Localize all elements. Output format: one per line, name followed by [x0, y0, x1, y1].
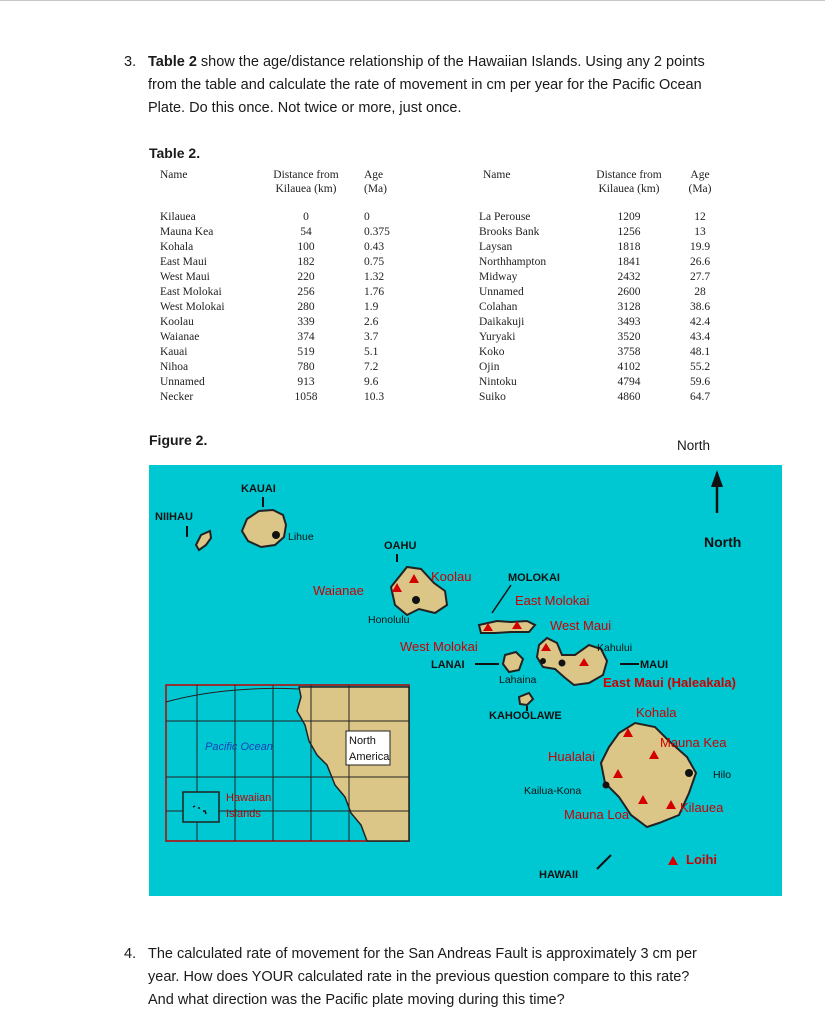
table-cell-distance: 913 [297, 376, 315, 388]
table-row [479, 360, 725, 375]
locator-inset-map [166, 685, 409, 841]
table-row [160, 240, 426, 255]
table-row [160, 360, 426, 375]
question-4-line-3: And what direction was the Pacific plate moving during this time? [148, 992, 565, 1008]
table-cell-name: Unnamed [160, 376, 205, 388]
molokai-label: MOLOKAI [508, 572, 560, 584]
mauna-loa-label: Mauna Loa [564, 807, 630, 822]
hualalai-label: Hualalai [548, 749, 595, 764]
question-3-line-1-bold: Table 2 [148, 54, 197, 70]
east-molokai-label: East Molokai [515, 593, 590, 608]
table-cell-distance: 182 [297, 256, 315, 268]
table-cell-name: Ojin [479, 361, 500, 373]
table-cell-name: Unnamed [479, 286, 524, 298]
waianae-label: Waianae [313, 583, 364, 598]
table-cell-name: East Maui [160, 256, 207, 268]
table-cell-name: La Perouse [479, 211, 531, 223]
north-caption: North [677, 438, 711, 453]
table-cell-distance: 4102 [617, 361, 641, 373]
kahului-dot [559, 660, 566, 667]
west-maui-label: West Maui [550, 618, 612, 633]
table-row [160, 270, 426, 285]
hawaii-map [149, 465, 782, 896]
lihue-label: Lihue [288, 531, 314, 543]
table-cell-distance: 1209 [617, 211, 641, 223]
north-america-label-line: North America [349, 735, 390, 763]
table-cell-age: 55.2 [689, 361, 711, 373]
table-row [479, 240, 725, 255]
table-cell-distance: 3128 [617, 301, 641, 313]
table-cell-name: Nintoku [479, 376, 517, 388]
hawaiian-islands-label: Hawaiian Islands [226, 792, 272, 820]
header-distance: Distance from Kilauea (km) [273, 169, 339, 195]
table-cell-age: 0.375 [364, 226, 390, 238]
table-cell-distance: 1058 [294, 391, 318, 403]
lanai-label: LANAI [431, 659, 465, 671]
table-header-row [479, 168, 725, 210]
table-cell-age: 0.75 [364, 256, 385, 268]
table-cell-distance: 374 [297, 331, 315, 343]
table-cell-age: 64.7 [689, 391, 711, 403]
kailua-kona-dot [603, 782, 610, 789]
hawaii-label: HAWAII [539, 869, 579, 881]
table-cell-age: 48.1 [689, 346, 711, 358]
lihue-dot [272, 531, 280, 539]
table-cell-age: 42.4 [689, 316, 711, 328]
table-cell-name: Necker [160, 391, 194, 403]
pacific-ocean-label: Pacific Ocean [205, 741, 273, 753]
question-3-line-1-rest: show the age/distance relationship of the Hawaiian Islands. Using any 2 points [196, 54, 705, 70]
kailua-kona-label: Kailua-Kona [524, 785, 582, 797]
page-top-border [0, 0, 825, 1]
table-cell-name: West Maui [160, 271, 210, 283]
question-4-line-1: The calculated rate of movement for the San Andreas Fault is approximately 3 cm per [148, 946, 697, 962]
table-cell-distance: 3520 [617, 331, 641, 343]
honolulu-dot [412, 596, 420, 604]
kohala-label: Kohala [636, 705, 677, 720]
kahului-label: Kahului [597, 642, 633, 654]
question-4-line-2: year. How does YOUR calculated rate in the previous question compare to this rate? [148, 969, 690, 985]
table-cell-distance: 339 [297, 316, 315, 328]
table-cell-name: East Molokai [160, 286, 222, 298]
kilauea-label: Kilauea [680, 800, 724, 815]
table-cell-name: Koolau [160, 316, 194, 328]
table-cell-distance: 780 [297, 361, 315, 373]
table-cell-name: Koko [479, 346, 505, 358]
table-cell-distance: 256 [297, 286, 315, 298]
table-cell-age: 1.76 [364, 286, 385, 298]
question-4-text [148, 943, 748, 1012]
table-cell-name: Brooks Bank [479, 226, 540, 238]
table-cell-distance: 1841 [617, 256, 641, 268]
table-cell-distance: 519 [297, 346, 315, 358]
table-row [160, 345, 426, 360]
table-row [479, 255, 725, 270]
oahu-label: OAHU [384, 540, 417, 552]
hilo-dot [685, 769, 693, 777]
table-cell-name: Kohala [160, 241, 194, 253]
table-cell-distance: 1818 [617, 241, 641, 253]
question-4-number: 4. [124, 946, 137, 962]
table-cell-name: Colahan [479, 301, 518, 313]
table-row [160, 300, 426, 315]
table-cell-name: Waianae [160, 331, 200, 343]
table-cell-name: Daikakuji [479, 316, 525, 328]
age-distance-table-left [160, 168, 426, 405]
table-cell-age: 38.6 [689, 301, 711, 313]
table-header-row [160, 168, 426, 210]
lahaina-label: Lahaina [499, 674, 537, 686]
header-age: Age (Ma) [688, 169, 712, 195]
lanai-island [503, 652, 523, 672]
west-molokai-label: West Molokai [400, 639, 478, 654]
table-row [479, 315, 725, 330]
table-cell-age: 2.6 [364, 316, 379, 328]
table-cell-distance: 220 [297, 271, 315, 283]
table-cell-age: 43.4 [689, 331, 711, 343]
table-cell-age: 9.6 [364, 376, 379, 388]
table-cell-distance: 3758 [617, 346, 641, 358]
header-name: Name [483, 169, 511, 181]
kauai-label: KAUAI [241, 483, 276, 495]
hawaiian-islands-locator-box [183, 792, 219, 822]
table-row [479, 210, 725, 225]
table-cell-age: 7.2 [364, 361, 379, 373]
table-cell-age: 13 [694, 226, 706, 238]
question-3-line-2 [148, 74, 748, 97]
table-row [479, 345, 725, 360]
table-cell-age: 1.9 [364, 301, 379, 313]
table-cell-name: Kilauea [160, 211, 196, 223]
table-cell-distance: 2600 [617, 286, 641, 298]
table-cell-distance: 280 [297, 301, 315, 313]
table-cell-distance: 4794 [617, 376, 641, 388]
table-cell-name: Laysan [479, 241, 513, 253]
koolau-label: Koolau [431, 569, 472, 584]
table-row [160, 330, 426, 345]
table-row [479, 330, 725, 345]
loihi-label: Loihi [686, 852, 718, 867]
table-row [160, 255, 426, 270]
table-cell-name: Mauna Kea [160, 226, 214, 238]
age-distance-table-right [479, 168, 725, 405]
table-cell-age: 19.9 [689, 241, 711, 253]
table-cell-age: 12 [694, 211, 706, 223]
question-3-line-3 [148, 97, 748, 120]
niihau-label: NIIHAU [155, 511, 193, 523]
question-3-line-1 [148, 51, 748, 74]
table-row [160, 390, 426, 405]
table-row [160, 225, 426, 240]
table-cell-age: 10.3 [364, 391, 385, 403]
table-cell-age: 27.7 [689, 271, 711, 283]
table-cell-name: West Molokai [160, 301, 225, 313]
table-cell-distance: 100 [297, 241, 315, 253]
table-cell-name: Midway [479, 271, 518, 283]
maui-label: MAUI [640, 659, 669, 671]
table-cell-distance: 3493 [617, 316, 641, 328]
table-cell-distance: 2432 [617, 271, 641, 283]
table-row [160, 315, 426, 330]
table-cell-age: 1.32 [364, 271, 385, 283]
table-cell-age: 28 [694, 286, 706, 298]
table-cell-age: 59.6 [689, 376, 711, 388]
honolulu-label: Honolulu [368, 614, 410, 626]
table-cell-age: 3.7 [364, 331, 379, 343]
mauna-kea-label: Mauna Kea [660, 735, 727, 750]
hilo-label: Hilo [713, 769, 732, 781]
east-maui-label: East Maui (Haleakala) [603, 675, 736, 690]
table-cell-age: 0.43 [364, 241, 385, 253]
question-3-line-3-rest: Plate. Do this once. Not twice or more, just once. [148, 100, 462, 116]
question-3-line-2-rest: from the table and calculate the rate of movement in cm per year for the Pacific Ocean [148, 77, 702, 93]
table-row [479, 285, 725, 300]
table-row [160, 375, 426, 390]
header-name: Name [160, 169, 188, 181]
lahaina-dot [540, 658, 546, 664]
table-cell-age: 5.1 [364, 346, 379, 358]
table-row [479, 300, 725, 315]
table-row [479, 375, 725, 390]
table-cell-name: Kauai [160, 346, 188, 358]
table-caption: Table 2. [149, 145, 201, 161]
table-row [479, 390, 725, 405]
table-row [479, 225, 725, 240]
question-3-text [148, 51, 748, 120]
header-distance: Distance from Kilauea (km) [596, 169, 662, 195]
table-cell-name: Northhampton [479, 256, 547, 268]
table-cell-name: Suiko [479, 391, 506, 403]
table-cell-distance: 0 [303, 211, 309, 223]
table-cell-distance: 54 [300, 226, 312, 238]
header-age: Age (Ma) [364, 169, 387, 195]
table-cell-age: 26.6 [689, 256, 711, 268]
table-cell-age: 0 [364, 211, 370, 223]
map-north-label: North [704, 534, 742, 550]
table-cell-name: Yuryaki [479, 331, 516, 343]
table-cell-distance: 1256 [617, 226, 641, 238]
figure-caption: Figure 2. [149, 432, 208, 448]
table-cell-distance: 4860 [617, 391, 641, 403]
table-cell-name: Nihoa [160, 361, 189, 373]
kahoolawe-label: KAHOOLAWE [489, 710, 562, 722]
table-row [479, 270, 725, 285]
table-row [160, 285, 426, 300]
question-3-number: 3. [124, 54, 137, 70]
table-row [160, 210, 426, 225]
